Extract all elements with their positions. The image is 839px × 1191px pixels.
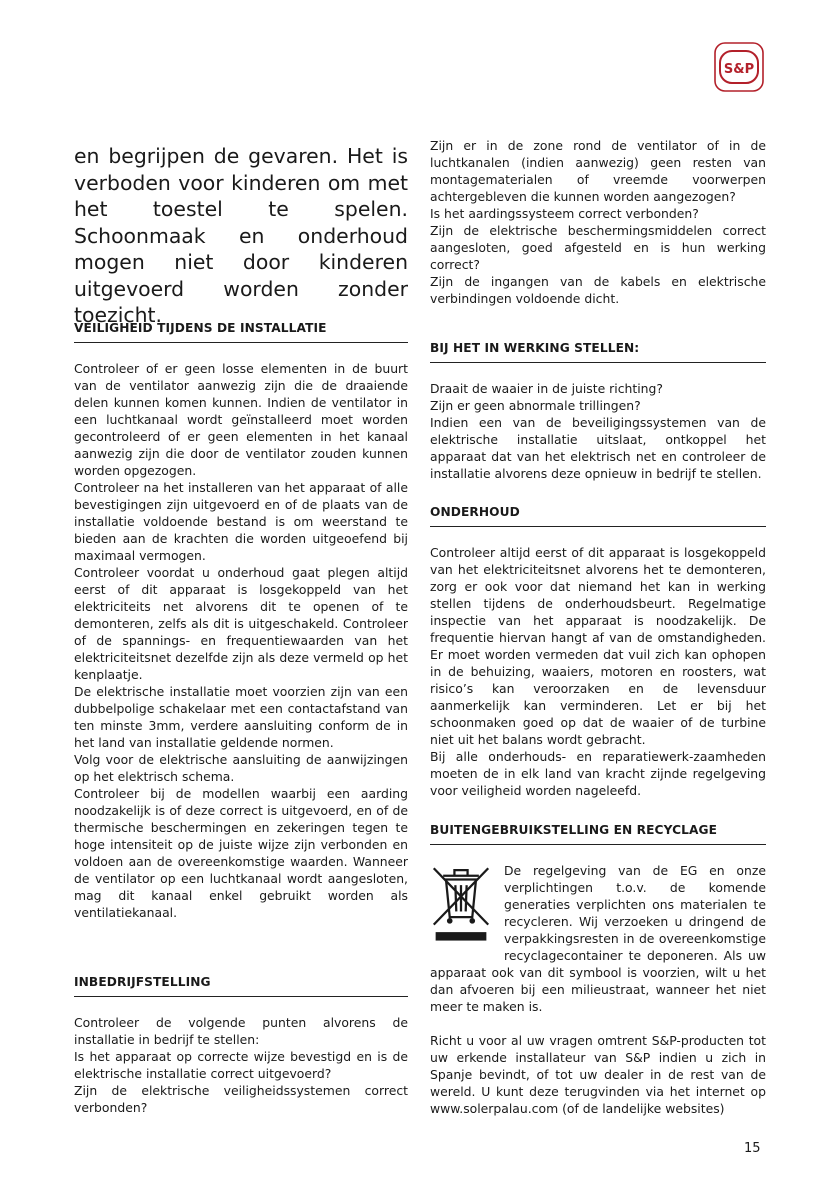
page-number: 15	[744, 1141, 761, 1156]
paragraph: Controleer altijd eerst of dit apparaat is losgekoppeld van het elektriciteitsnet alvorens het te demonteren, zorg er ook voor dat niemand het kan in werking stellen tijdens de onderhoudsbeurt. Regelmatige inspectie van het apparaat is noodzakelijk. De frequentie hiervan hangt af van de omstandigheden. Er moet worden vermeden dat vuil zich kan ophopen in de behuizing, waaiers, motoren en roosters, wat risico’s kan veroorzaken en de levensduur aanmerkelijk kan verminderen. Let er bij het schoonmaken goed op dat de waaier of de turbine niet uit het balans wordt gebracht.	[430, 545, 766, 747]
paragraph: Controleer of er geen losse elementen in de buurt van de ventilator aanwezig zijn die de draaiende delen kunnen komen kunnen. Indien de ventilator in een luchtkanaal wordt geïnstalleerd moet worden gecontroleerd of er geen elementen in het kanaal aanwezig zijn die door de ventilator zouden kunnen worden opgezogen.	[74, 361, 408, 478]
contact-text: Richt u voor al uw vragen omtrent S&P-producten tot uw erkende installateur van S&P indien u zich in Spanje bevindt, of tot uw dealer in de rest van de wereld. U kunt deze terugvinden via het internet op www.solerpalau.com (of de landelijke websites)	[430, 1033, 766, 1116]
intro-text: en begrijpen de gevaren. Het is verboden voor kinderen om met het toestel te spelen. Schoonmaak en onderhoud mogen niet door kinderen uitgevoerd worden zonder toezicht.	[74, 144, 408, 327]
paragraph: Controleer na het installeren van het apparaat of alle bevestigingen zijn uitgevoerd en of de plaats van de installatie voldoende bestand is om weerstand te bieden aan de krachten die worden uitgeoefend bij maximaal vermogen.	[74, 480, 408, 563]
section-title-inbedrijf: INBEDRIJFSTELLING	[74, 975, 408, 997]
paragraph: Zijn de elektrische veiligheidssystemen correct verbonden?	[74, 1083, 408, 1115]
section-checks-cont	[430, 137, 766, 307]
paragraph: Indien een van de beveiligingssystemen van de elektrische installatie uitslaat, ontkoppel het apparaat dat van het elektrisch net en controleer de installatie alvorens deze opnieuw in bedrijf te stellen.	[430, 415, 766, 481]
paragraph: Zijn er in de zone rond de ventilator of in de luchtkanalen (indien aanwezig) geen resten van montagematerialen of vreemde voorwerpen achtergebleven die kunnen worden aangezogen?	[430, 138, 766, 204]
paragraph: Volg voor de elektrische aansluiting de aanwijzingen op het elektrisch schema.	[74, 752, 408, 784]
section-onderhoud	[430, 505, 766, 799]
section-title-recycling: BUITENGEBRUIKSTELLING EN RECYCLAGE	[430, 823, 766, 845]
section-title-werking: BIJ HET IN WERKING STELLEN:	[430, 341, 766, 363]
paragraph: Controleer de volgende punten alvorens de installatie in bedrijf te stellen:	[74, 1015, 408, 1047]
section-title-onderhoud: ONDERHOUD	[430, 505, 766, 527]
paragraph: Is het apparaat op correcte wijze bevestigd en is de elektrische installatie correct uitgevoerd?	[74, 1049, 408, 1081]
paragraph: Zijn de ingangen van de kabels en elektrische verbindingen voldoende dicht.	[430, 274, 766, 306]
sp-logo	[714, 42, 764, 92]
paragraph: De elektrische installatie moet voorzien zijn van een dubbelpolige schakelaar met een contactafstand van ten minste 3mm, verdere aansluiting conform de in het land van installatie geldende normen.	[74, 684, 408, 750]
section-installatie	[74, 321, 408, 921]
paragraph: Controleer voordat u onderhoud gaat plegen altijd eerst of dit apparaat is losgekoppeld van het elektriciteits net alvorens dit te openen of te demonteren, zelfs als dit is uitgeschakeld. Controleer of de spannings- en frequentiewaarden van het elektriciteitsnet dezelfde zijn als deze vermeld op het kenplaatje.	[74, 565, 408, 682]
section-werking	[430, 341, 766, 482]
logo-text: S&P	[723, 62, 755, 77]
section-recycling	[430, 823, 766, 1117]
paragraph: Controleer bij de modellen waarbij een aarding noodzakelijk is of deze correct is uitgevoerd, en of de thermische beschermingen en zekeringen tegen te hoge intensiteit op de juiste wijze zijn verbonden en voldoen aan de overeenkomstige waarden. Wanneer de ventilator op een luchtkanaal wordt aangesloten, mag dit kanaal enkel gebruikt worden als ventilatiekanaal.	[74, 786, 408, 920]
paragraph: Is het aardingssysteem correct verbonden?	[430, 206, 699, 221]
paragraph: Zijn er geen abnormale trillingen?	[430, 398, 641, 413]
paragraph: Zijn de elektrische beschermingsmiddelen correct aangesloten, goed afgesteld en is hun werking correct?	[430, 223, 766, 272]
paragraph: Draait de waaier in de juiste richting?	[430, 381, 663, 396]
weee-text: De regelgeving van de EG en onze verplichtingen t.o.v. de komende generaties verplichten ons materialen te recycleren. Wij verzoeken u dringend de verpakkingsresten in de overeenkomstige recyclagecontainer te deponeren. Als uw apparaat ook van dit symbool is voorzien, wilt u het dan afvoeren bij een milieustraat, wanneer het niet meer te maken is.	[430, 863, 766, 1014]
weee-bin-icon	[430, 862, 492, 944]
paragraph: Bij alle onderhouds- en reparatiewerk-zaamheden moeten de in elk land van kracht zijnde regelgeving voor veiligheid worden nageleefd.	[430, 749, 766, 798]
section-inbedrijf	[74, 975, 408, 1116]
section-title-installatie: VEILIGHEID TIJDENS DE INSTALLATIE	[74, 321, 408, 343]
